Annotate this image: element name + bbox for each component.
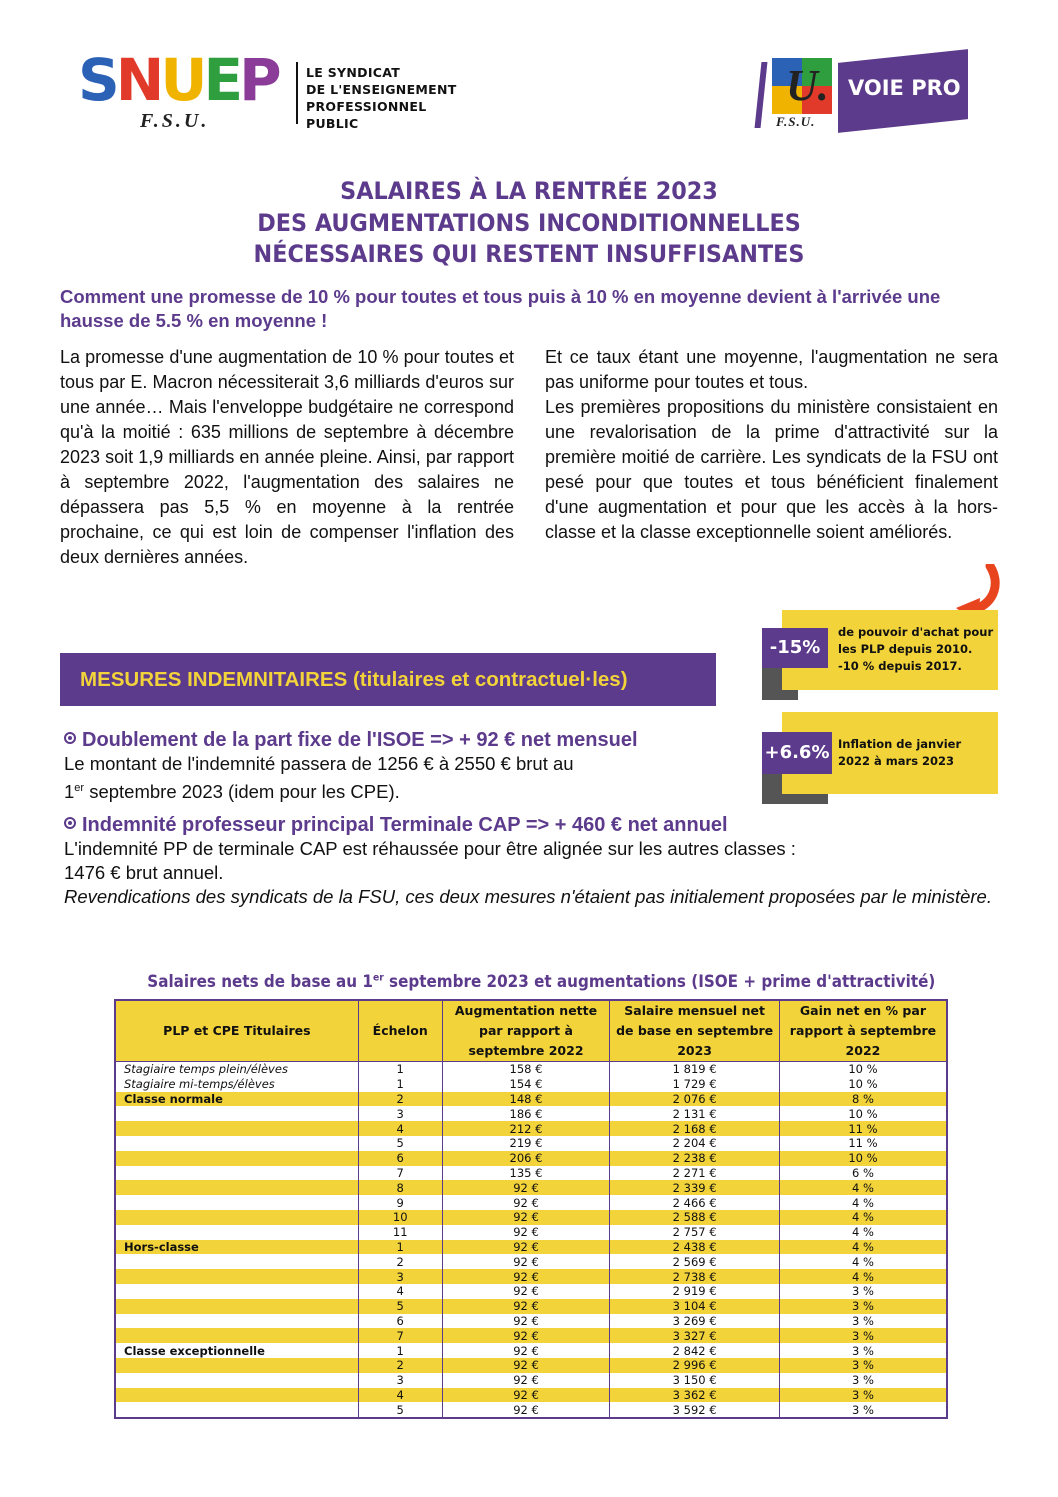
salary-cell: 2 168 € xyxy=(610,1121,780,1136)
augmentation-cell: 92 € xyxy=(442,1225,610,1240)
table-row xyxy=(115,1195,947,1210)
augmentation-cell: 206 € xyxy=(442,1151,610,1166)
salary-cell: 3 269 € xyxy=(610,1314,780,1329)
table-row xyxy=(115,1121,947,1136)
table-header-row xyxy=(115,1000,947,1062)
salary-cell: 1 729 € xyxy=(610,1077,780,1092)
stat-text-line: 2022 à mars 2023 xyxy=(838,754,955,768)
gain-cell: 3 % xyxy=(779,1373,947,1388)
bullet-icon xyxy=(64,817,76,829)
row-label-cell xyxy=(115,1254,358,1269)
table-row xyxy=(115,1402,947,1418)
augmentation-cell: 92 € xyxy=(442,1254,610,1269)
salary-cell: 2 996 € xyxy=(610,1358,780,1373)
table-row xyxy=(115,1180,947,1195)
tagline-line: LE SYNDICAT xyxy=(306,65,401,80)
logo-divider xyxy=(296,62,298,124)
snuep-fsu-text: F.S.U. xyxy=(140,110,210,132)
measure-note: Revendications des syndicats de la FSU, ces deux mesures n'étaient pas initialement proposées par le ministère. xyxy=(64,886,992,907)
row-label-cell xyxy=(115,1388,358,1403)
measure-title-text: Indemnité professeur principal Terminale CAP => + 460 € net annuel xyxy=(82,814,728,836)
table-row xyxy=(115,1240,947,1255)
measure-title xyxy=(64,728,754,752)
gain-cell: 4 % xyxy=(779,1225,947,1240)
bullet-icon xyxy=(64,732,76,744)
augmentation-cell: 92 € xyxy=(442,1299,610,1314)
section-heading-mesures: MESURES INDEMNITAIRES (titulaires et contractuel·les) xyxy=(60,653,716,706)
row-label-cell: Hors-classe xyxy=(115,1240,358,1255)
echelon-cell: 10 xyxy=(358,1210,442,1225)
gain-cell: 10 % xyxy=(779,1106,947,1121)
intro-right-paragraph: Les premières propositions du ministère consistaient en une revalorisation de la prime d'attractivité sur la première moitié de carrière. Les syndicats de la FSU ont pesé pour que toutes et tous bénéficient finalement d'une augmentation et pour que les accès à la hors-classe et la classe exceptionnelle soient améliorés. xyxy=(545,397,998,542)
stat-text-line: de pouvoir d'achat pour xyxy=(838,625,994,639)
echelon-cell: 3 xyxy=(358,1373,442,1388)
text-fragment: septembre 2023 (idem pour les CPE). xyxy=(84,781,400,803)
gain-cell: 3 % xyxy=(779,1299,947,1314)
augmentation-cell: 92 € xyxy=(442,1358,610,1373)
salary-cell: 3 327 € xyxy=(610,1328,780,1343)
salary-cell: 2 466 € xyxy=(610,1195,780,1210)
measure-text: Le montant de l'indemnité passera de 1256 € à 2550 € brut au xyxy=(64,753,574,774)
echelon-cell: 4 xyxy=(358,1388,442,1403)
stat-text xyxy=(838,624,993,675)
row-label-cell xyxy=(115,1166,358,1181)
echelon-cell: 7 xyxy=(358,1328,442,1343)
echelon-cell: 2 xyxy=(358,1358,442,1373)
augmentation-cell: 92 € xyxy=(442,1195,610,1210)
row-label-cell xyxy=(115,1373,358,1388)
title-line: DES AUGMENTATIONS INCONDITIONNELLES xyxy=(257,208,801,237)
table-row xyxy=(115,1314,947,1329)
gain-cell: 11 % xyxy=(779,1121,947,1136)
tagline-line: PROFESSIONNEL xyxy=(306,99,427,114)
salary-cell: 2 842 € xyxy=(610,1343,780,1358)
title-line: NÉCESSAIRES QUI RESTENT INSUFFISANTES xyxy=(253,240,805,268)
table-row xyxy=(115,1092,947,1107)
echelon-cell: 3 xyxy=(358,1106,442,1121)
salary-cell: 2 569 € xyxy=(610,1254,780,1269)
echelon-cell: 6 xyxy=(358,1314,442,1329)
column-header: Échelon xyxy=(358,1000,442,1062)
salary-cell: 3 592 € xyxy=(610,1402,780,1418)
table-title xyxy=(147,972,936,991)
snuep-tagline xyxy=(306,64,457,132)
table-row xyxy=(115,1358,947,1373)
echelon-cell: 7 xyxy=(358,1166,442,1181)
echelon-cell: 3 xyxy=(358,1269,442,1284)
column-header: Gain net en % par rapport à septembre 2022 xyxy=(779,1000,947,1062)
stat-text-line: -10 % depuis 2017. xyxy=(838,659,962,673)
stat-text-line: les PLP depuis 2010. xyxy=(838,642,973,656)
gain-cell: 4 % xyxy=(779,1254,947,1269)
salary-cell: 2 919 € xyxy=(610,1284,780,1299)
row-label-cell xyxy=(115,1195,358,1210)
gain-cell: 10 % xyxy=(779,1151,947,1166)
gain-cell: 4 % xyxy=(779,1195,947,1210)
stat-value: +6.6% xyxy=(762,732,832,774)
augmentation-cell: 92 € xyxy=(442,1314,610,1329)
row-label-cell xyxy=(115,1151,358,1166)
table-row xyxy=(115,1136,947,1151)
salary-cell: 2 131 € xyxy=(610,1106,780,1121)
augmentation-cell: 92 € xyxy=(442,1284,610,1299)
text-fragment: Salaires nets de base au 1 xyxy=(147,972,373,991)
row-label-cell: Stagiaire temps plein/élèves xyxy=(115,1062,358,1077)
gain-cell: 3 % xyxy=(779,1314,947,1329)
measure-text xyxy=(64,776,754,804)
salary-cell: 3 362 € xyxy=(610,1388,780,1403)
salary-cell: 2 238 € xyxy=(610,1151,780,1166)
measure-pp-terminale xyxy=(64,813,1000,909)
augmentation-cell: 186 € xyxy=(442,1106,610,1121)
superscript: er xyxy=(74,782,85,794)
echelon-cell: 1 xyxy=(358,1077,442,1092)
voie-pro-fsu-text: F.S.U. xyxy=(776,114,816,129)
row-label-cell: Classe normale xyxy=(115,1092,358,1107)
tagline-line: PUBLIC xyxy=(306,116,359,131)
superscript: er xyxy=(372,972,384,984)
augmentation-cell: 92 € xyxy=(442,1402,610,1418)
salary-cell: 2 438 € xyxy=(610,1240,780,1255)
measure-title-text: Doublement de la part fixe de l'ISOE => + 92 € net mensuel xyxy=(82,729,638,751)
measure-text: L'indemnité PP de terminale CAP est réhaussée pour être alignée sur les autres classes : xyxy=(64,838,796,859)
augmentation-cell: 148 € xyxy=(442,1092,610,1107)
augmentation-cell: 92 € xyxy=(442,1328,610,1343)
row-label-cell xyxy=(115,1136,358,1151)
gain-cell: 11 % xyxy=(779,1136,947,1151)
augmentation-cell: 219 € xyxy=(442,1136,610,1151)
augmentation-cell: 92 € xyxy=(442,1388,610,1403)
column-header: Augmentation nette par rapport à septembre 2022 xyxy=(442,1000,610,1062)
salary-cell: 3 104 € xyxy=(610,1299,780,1314)
augmentation-cell: 92 € xyxy=(442,1210,610,1225)
augmentation-cell: 92 € xyxy=(442,1180,610,1195)
tagline-line: DE L'ENSEIGNEMENT xyxy=(306,82,457,97)
logo-letter: U xyxy=(160,46,204,114)
row-label-cell xyxy=(115,1210,358,1225)
table-row xyxy=(115,1269,947,1284)
row-label-cell xyxy=(115,1180,358,1195)
echelon-cell: 5 xyxy=(358,1402,442,1418)
table-row xyxy=(115,1343,947,1358)
salary-cell: 3 150 € xyxy=(610,1373,780,1388)
row-label-cell xyxy=(115,1358,358,1373)
echelon-cell: 11 xyxy=(358,1225,442,1240)
echelon-cell: 4 xyxy=(358,1284,442,1299)
gain-cell: 6 % xyxy=(779,1166,947,1181)
salary-cell: 2 271 € xyxy=(610,1166,780,1181)
stat-card-purchasing-power xyxy=(762,610,998,700)
logo-bar xyxy=(755,62,768,128)
table-row xyxy=(115,1299,947,1314)
table-row xyxy=(115,1225,947,1240)
echelon-cell: 5 xyxy=(358,1136,442,1151)
augmentation-cell: 212 € xyxy=(442,1121,610,1136)
gain-cell: 4 % xyxy=(779,1269,947,1284)
augmentation-cell: 154 € xyxy=(442,1077,610,1092)
echelon-cell: 1 xyxy=(358,1240,442,1255)
table-row xyxy=(115,1166,947,1181)
table-row xyxy=(115,1151,947,1166)
title-line: SALAIRES À LA RENTRÉE 2023 xyxy=(340,177,718,205)
snuep-logo-letters xyxy=(78,46,278,114)
table-row xyxy=(115,1106,947,1121)
gain-cell: 10 % xyxy=(779,1077,947,1092)
gain-cell: 3 % xyxy=(779,1388,947,1403)
gain-cell: 10 % xyxy=(779,1062,947,1077)
gain-cell: 3 % xyxy=(779,1402,947,1418)
row-label-cell xyxy=(115,1225,358,1240)
stat-card-inflation xyxy=(762,712,998,804)
table-row xyxy=(115,1077,947,1092)
row-label-cell xyxy=(115,1328,358,1343)
stat-text xyxy=(838,736,961,770)
augmentation-cell: 135 € xyxy=(442,1166,610,1181)
augmentation-cell: 92 € xyxy=(442,1343,610,1358)
stat-value: -15% xyxy=(762,628,828,668)
table-row xyxy=(115,1210,947,1225)
echelon-cell: 6 xyxy=(358,1151,442,1166)
augmentation-cell: 92 € xyxy=(442,1240,610,1255)
table-row xyxy=(115,1284,947,1299)
echelon-cell: 5 xyxy=(358,1299,442,1314)
salary-cell: 2 204 € xyxy=(610,1136,780,1151)
measure-text: 1476 € brut annuel. xyxy=(64,862,224,883)
row-label-cell: Stagiaire mi-temps/élèves xyxy=(115,1077,358,1092)
salary-cell: 1 819 € xyxy=(610,1062,780,1077)
echelon-cell: 2 xyxy=(358,1254,442,1269)
augmentation-cell: 158 € xyxy=(442,1062,610,1077)
row-label-cell xyxy=(115,1284,358,1299)
gain-cell: 3 % xyxy=(779,1328,947,1343)
echelon-cell: 2 xyxy=(358,1092,442,1107)
column-header: Salaire mensuel net de base en septembre 2023 xyxy=(610,1000,780,1062)
page-title xyxy=(93,176,965,271)
row-label-cell xyxy=(115,1299,358,1314)
measure-isoe xyxy=(64,728,754,804)
gain-cell: 3 % xyxy=(779,1284,947,1299)
salary-cell: 2 076 € xyxy=(610,1092,780,1107)
table-body xyxy=(115,1062,947,1419)
salary-table-container xyxy=(114,999,948,1419)
echelon-cell: 9 xyxy=(358,1195,442,1210)
gain-cell: 4 % xyxy=(779,1180,947,1195)
row-label-cell xyxy=(115,1314,358,1329)
gain-cell: 4 % xyxy=(779,1240,947,1255)
row-label-cell xyxy=(115,1121,358,1136)
logo-letter: N xyxy=(115,46,161,114)
salary-cell: 2 738 € xyxy=(610,1269,780,1284)
echelon-cell: 4 xyxy=(358,1121,442,1136)
table-row xyxy=(115,1062,947,1077)
intro-right-column xyxy=(545,345,998,545)
intro-left-column: La promesse d'une augmentation de 10 % pour toutes et tous par E. Macron nécessiterait 3,6 milliards d'euros sur une année… Mais l'enveloppe budgétaire ne correspond qu'à la moitié : 635 millions de septembre à décembre 2023 soit 1,9 milliards en année pleine. Ainsi, par rapport à septembre 2022, l'augmentation des salaires ne dépassera pas 5,5 % en moyenne à la rentrée prochaine, ce qui est loin de compenser l'inflation des deux dernières années. xyxy=(60,347,514,567)
voie-pro-label: VOIE PRO xyxy=(848,76,961,100)
gain-cell: 8 % xyxy=(779,1092,947,1107)
echelon-cell: 1 xyxy=(358,1343,442,1358)
table-row xyxy=(115,1328,947,1343)
salary-cell: 2 339 € xyxy=(610,1180,780,1195)
fsu-u-icon: U. xyxy=(772,58,832,114)
logo-letter: P xyxy=(239,46,278,114)
gain-cell: 4 % xyxy=(779,1210,947,1225)
table-row xyxy=(115,1388,947,1403)
salary-cell: 2 588 € xyxy=(610,1210,780,1225)
text-fragment: septembre 2023 et augmentations (ISOE + prime d'attractivité) xyxy=(383,972,936,991)
row-label-cell xyxy=(115,1269,358,1284)
page-subtitle: Comment une promesse de 10 % pour toutes et tous puis à 10 % en moyenne devient à l'arrivée une hausse de 5.5 % en moyenne ! xyxy=(60,286,941,331)
snuep-logo xyxy=(78,46,278,136)
salary-table xyxy=(114,999,948,1419)
intro-right-paragraph: Et ce taux étant une moyenne, l'augmentation ne sera pas uniforme pour toutes et tous. xyxy=(545,347,998,392)
voie-pro-logo xyxy=(758,56,970,136)
table-row xyxy=(115,1254,947,1269)
echelon-cell: 1 xyxy=(358,1062,442,1077)
row-label-cell: Classe exceptionnelle xyxy=(115,1343,358,1358)
logo-letter: S xyxy=(78,46,116,114)
gain-cell: 3 % xyxy=(779,1358,947,1373)
salary-cell: 2 757 € xyxy=(610,1225,780,1240)
table-row xyxy=(115,1373,947,1388)
measure-title xyxy=(64,813,1000,837)
augmentation-cell: 92 € xyxy=(442,1269,610,1284)
logo-letter: E xyxy=(203,46,240,114)
augmentation-cell: 92 € xyxy=(442,1373,610,1388)
stat-text-line: Inflation de janvier xyxy=(838,737,962,751)
row-label-cell xyxy=(115,1106,358,1121)
echelon-cell: 8 xyxy=(358,1180,442,1195)
row-label-cell xyxy=(115,1402,358,1418)
gain-cell: 3 % xyxy=(779,1343,947,1358)
column-header: PLP et CPE Titulaires xyxy=(115,1000,358,1062)
text-fragment: 1 xyxy=(64,781,75,803)
